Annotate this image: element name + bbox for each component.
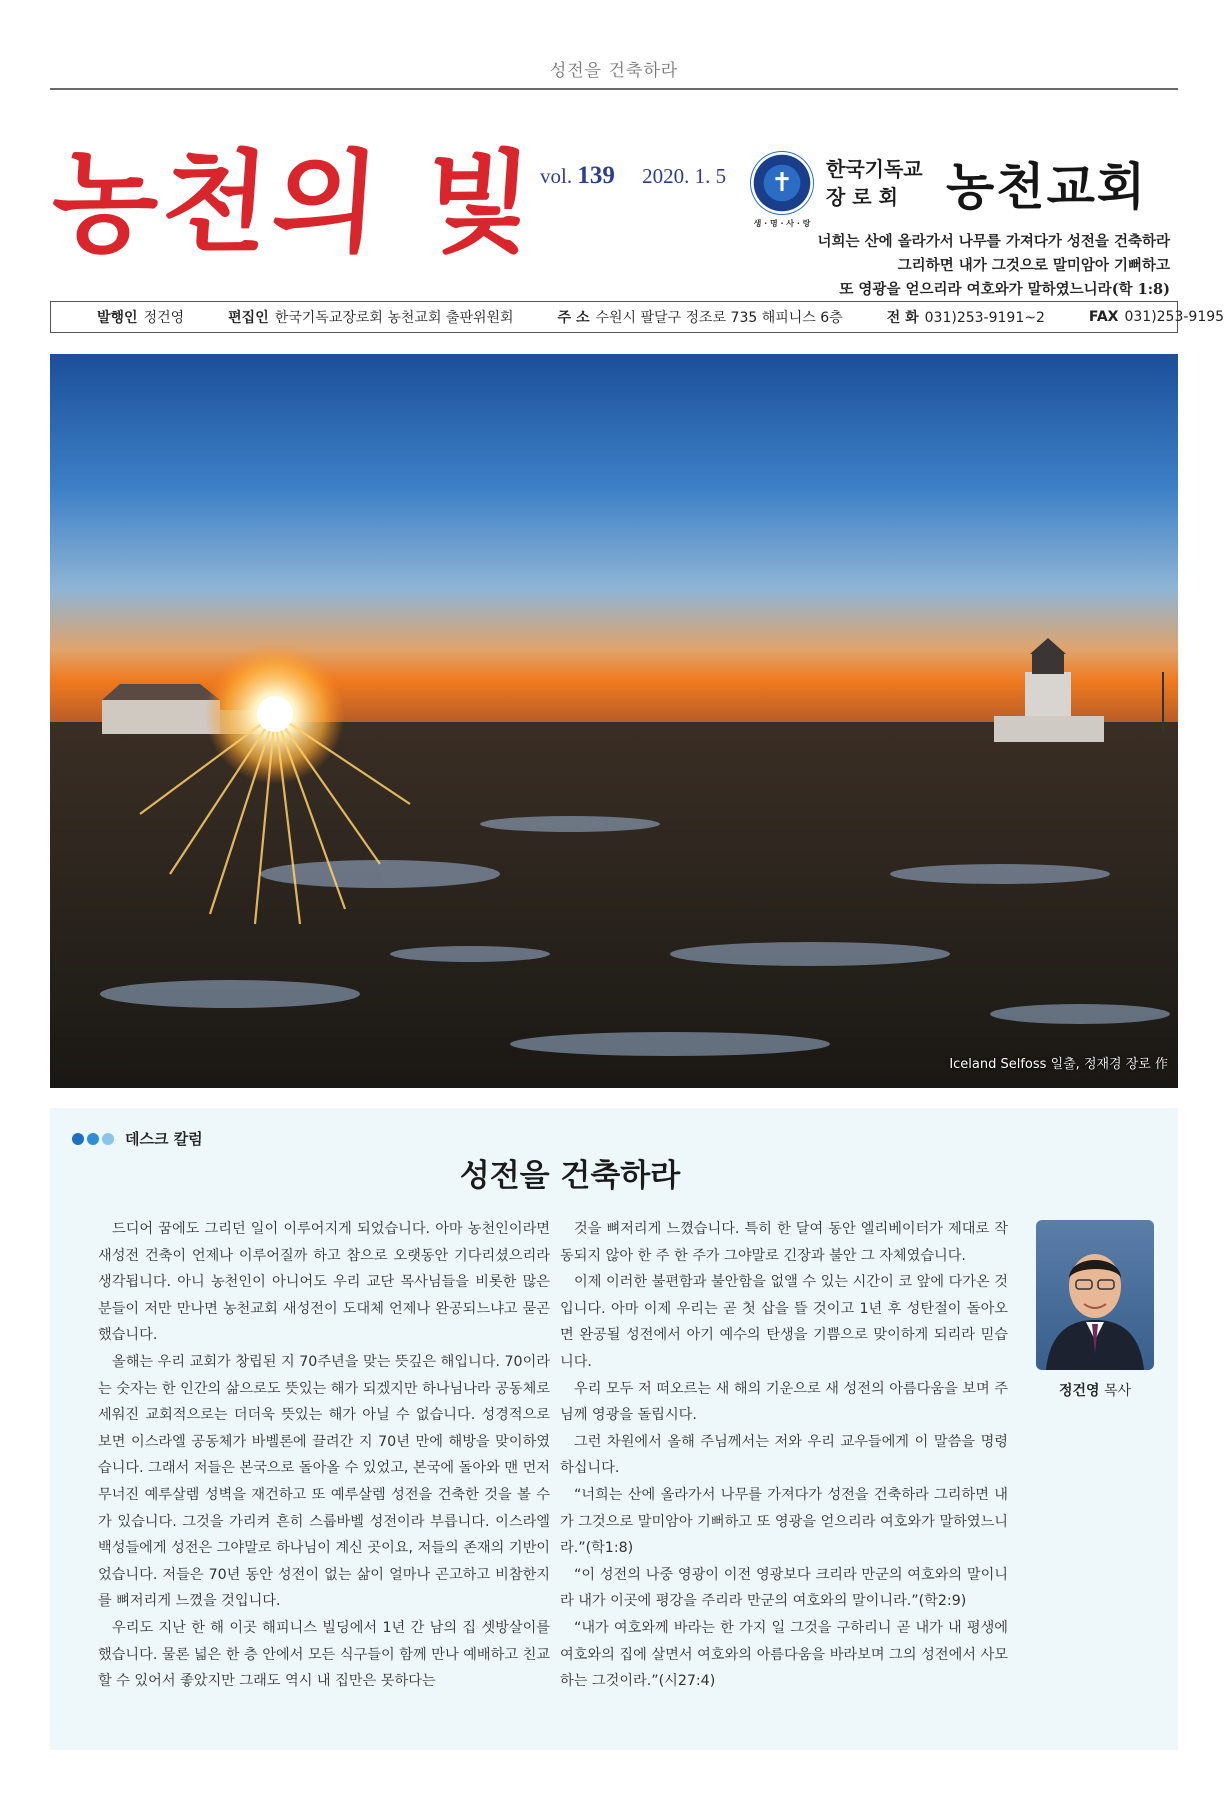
editor-info — [228, 307, 513, 327]
fax-label: FAX — [1088, 309, 1119, 325]
paragraph: 드디어 꿈에도 그리던 일이 이루어지게 되었습니다. 아마 농천인이라면 새성전 건축이 언제나 이루어질까 하고 참으로 오랫동안 기다리셨으리라 생각됩니다. 아니 농천인이 아니어도 우리 교단 목사님들을 비롯한 많은 분들이 저만 만나면 농천교회 새성전이 도대체 언제나 완공되느냐고 묻곤 했습니다. — [98, 1221, 550, 1344]
emblem-text: 생 · 명 · 사 · 랑 — [753, 219, 811, 228]
dot-icon — [87, 1133, 99, 1145]
author-name: 정건영 — [1058, 1383, 1100, 1399]
address-label: 주 소 — [557, 310, 590, 326]
address-value: 수원시 팔달구 정조로 735 해피니스 6층 — [595, 310, 843, 326]
vol-number: 139 — [577, 162, 615, 189]
photo-caption: Iceland Selfoss 일출, 정재경 장로 作 — [949, 1057, 1168, 1072]
fax-info — [1089, 309, 1224, 325]
issue-date: 2020. 1. 5 — [642, 164, 727, 188]
dot-icon — [102, 1133, 114, 1145]
church-name: 농천교회 — [946, 157, 1148, 216]
paragraph: “이 성전의 나중 영광이 이전 영광보다 크리라 만군의 여호와의 말이니라 내가 이곳에 평강을 주리라 만군의 여호와의 말이니라.”(학2:9) — [560, 1566, 1008, 1610]
publication-info-bar — [50, 301, 1225, 333]
paragraph: 올해는 우리 교회가 창립된 지 70주년을 맞는 뜻깊은 해입니다. 70이라는 숫자는 한 인간의 삶으로도 뜻있는 해가 되겠지만 하나님나라 공동체로 세워진 교회적으로는 더더욱 뜻있는 해가 아닐 수 없습니다. 성경적으로 보면 이스라엘 공동체가 바벨론에 끌려간 지 70년 만에 해방을 맞이하였습니다. 그래서 저들은 본국으로 돌아올 수 있었고, 본국에 돌아와 맨 먼저 무너진 예루살렘 성벽을 재건하고 또 예루살렘 성전을 건축한 것을 볼 수가 있습니다. 그것을 가리켜 흔히 스룹바벨 성전이라 부릅니다. 이스라엘 백성들에게 성전은 그야말로 하나님이 계신 곳이요, 저들의 존재의 기반이었습니다. 저들은 70년 동안 성전이 없는 삶이 얼마나 곤고하고 비참한지를 뼈저리게 느꼈을 것입니다. — [98, 1353, 550, 1610]
column-title: 성전을 건축하라 — [459, 1158, 681, 1194]
verse-line: 그리하면 내가 그것으로 말미암아 기뻐하고 — [897, 257, 1170, 274]
pastor-portrait-image — [1036, 1220, 1154, 1370]
church-emblem-icon: ✝ 생 · 명 · 사 · 랑 — [750, 151, 814, 215]
phone-info — [887, 307, 1045, 327]
issue-info — [540, 162, 726, 190]
vol-prefix: vol. — [540, 164, 573, 188]
author-portrait — [1036, 1220, 1154, 1370]
editor-label: 편집인 — [228, 310, 269, 326]
verse-line: 너희는 산에 올라가서 나무를 가져다가 성전을 건축하라 — [817, 233, 1170, 250]
author-title: 목사 — [1103, 1383, 1132, 1399]
paragraph: “내가 여호와께 바라는 한 가지 일 그것을 구하리니 곧 내가 내 평생에 여호와의 집에 살면서 여호와의 아름다움을 바라보며 그의 성전에서 사모하는 그것이라.”(시27:4) — [560, 1619, 1008, 1690]
dot-icon — [72, 1133, 84, 1145]
denomination — [826, 155, 936, 211]
column-text-right — [560, 1216, 1008, 1695]
sunrise-landscape-image — [50, 354, 1178, 1088]
top-rule — [50, 88, 1178, 90]
header-verse — [818, 230, 1170, 302]
paragraph: “너희는 산에 올라가서 나무를 가져다가 성전을 건축하라 그리하면 내가 그것으로 말미암아 기뻐하고 또 영광을 얻으리라 여호와가 말하였느니라.”(학1:8) — [560, 1486, 1008, 1557]
desk-column — [50, 1108, 1178, 1750]
paragraph: 우리도 지난 한 해 이곳 해피니스 빌딩에서 1년 간 남의 집 셋방살이를 했습니다. 물론 넓은 한 층 안에서 모든 식구들이 함께 만나 예배하고 친교할 수 있어서 좋았지만 그래도 역시 내 집만은 못하다는 — [98, 1619, 550, 1690]
paragraph: 그런 차원에서 올해 주님께서는 저와 우리 교우들에게 이 말씀을 명령하십니다. — [560, 1433, 1008, 1477]
publisher-value: 정건영 — [143, 310, 185, 326]
denomination-line1: 한국기독교 — [826, 157, 923, 181]
cover-photo — [50, 354, 1178, 1088]
column-text-left — [98, 1216, 550, 1695]
top-tagline: 성전을 건축하라 — [549, 61, 679, 81]
column-label — [72, 1128, 203, 1149]
author-caption — [1036, 1380, 1154, 1400]
address-info — [558, 307, 843, 327]
column-label-text: 데스크 칼럼 — [125, 1130, 203, 1148]
editor-value: 한국기독교장로회 농천교회 출판위원회 — [274, 310, 514, 326]
paragraph: 것을 뼈저리게 느꼈습니다. 특히 한 달여 동안 엘리베이터가 제대로 작동되지 않아 한 주 한 주가 그야말로 긴장과 불안 그 자체였습니다. — [560, 1221, 1008, 1264]
denomination-line2: 장 로 회 — [826, 185, 898, 209]
phone-label: 전 화 — [886, 310, 919, 326]
publisher-info — [97, 307, 184, 327]
paragraph: 이제 이러한 불편함과 불안함을 없앨 수 있는 시간이 코 앞에 다가온 것입니다. 아마 이제 우리는 곧 첫 삽을 뜰 것이고 1년 후 성탄절이 돌아오면 완공될 성전에서 아기 예수의 탄생을 기쁨으로 맞이하게 되리라 믿습니다. — [560, 1274, 1008, 1370]
verse-line: 또 영광을 얻으리라 여호와가 말하였느니라(학 1:8) — [839, 281, 1170, 298]
fax-value: 031)253-9195 — [1124, 309, 1225, 325]
masthead-title: 농천의 빛 — [47, 138, 540, 267]
church-block — [750, 140, 1147, 226]
phone-value: 031)253-9191~2 — [924, 310, 1045, 326]
publisher-label: 발행인 — [97, 310, 138, 326]
paragraph: 우리 모두 저 떠오르는 새 해의 기운으로 새 성전의 아름다움을 보며 주님께 영광을 돌립시다. — [560, 1380, 1008, 1424]
